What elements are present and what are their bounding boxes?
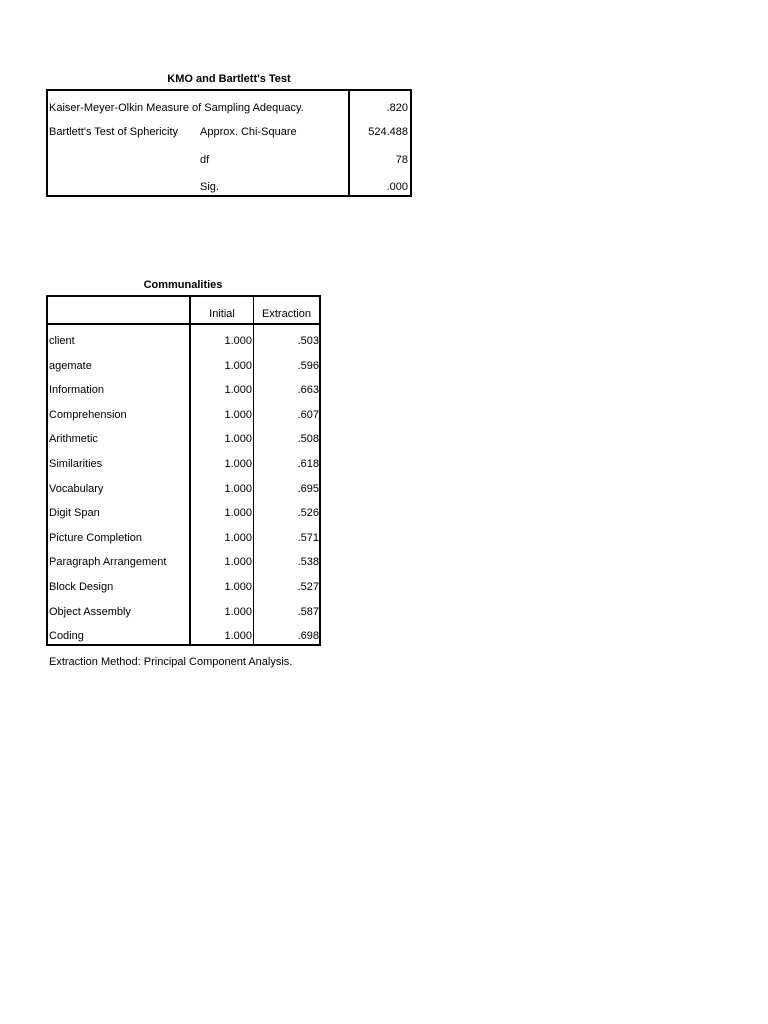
table-row-initial: 1.000 <box>224 409 252 421</box>
table-row-label: Vocabulary <box>49 483 104 495</box>
kmo-value-divider <box>348 91 350 195</box>
chi-square-label: Approx. Chi-Square <box>200 126 297 138</box>
table-row-extraction: .571 <box>297 532 319 544</box>
table-row-extraction: .508 <box>297 433 319 445</box>
table-row-label: Paragraph Arrangement <box>49 556 167 568</box>
table-row-initial: 1.000 <box>224 556 252 568</box>
communalities-table <box>46 295 321 646</box>
table-row-label: Object Assembly <box>49 606 131 618</box>
table-row-initial: 1.000 <box>224 360 252 372</box>
table-row-label: Comprehension <box>49 409 127 421</box>
table-row-extraction: .618 <box>297 458 319 470</box>
table-row-label: Digit Span <box>49 507 100 519</box>
table-row-initial: 1.000 <box>224 507 252 519</box>
table-row-label: agemate <box>49 360 92 372</box>
header-initial: Initial <box>209 308 235 320</box>
header-extraction: Extraction <box>262 308 311 320</box>
table-row-initial: 1.000 <box>224 335 252 347</box>
table-row-initial: 1.000 <box>224 532 252 544</box>
table-row-label: Information <box>49 384 105 396</box>
kmo-row-value: .820 <box>386 102 408 114</box>
df-value: 78 <box>395 154 408 166</box>
table-row-initial: 1.000 <box>224 433 252 445</box>
table-row-extraction: .596 <box>297 360 319 372</box>
table-row-extraction: .587 <box>297 606 319 618</box>
chi-square-value: 524.488 <box>368 126 408 138</box>
table-row-extraction: .663 <box>297 384 319 396</box>
table-row-initial: 1.000 <box>224 606 252 618</box>
kmo-table <box>46 89 412 197</box>
table-row-extraction: .527 <box>297 581 319 593</box>
table-row-label: Coding <box>49 630 84 642</box>
table-row-initial: 1.000 <box>224 458 252 470</box>
table-row-label: Picture Completion <box>49 532 142 544</box>
table-row-extraction: .538 <box>297 556 319 568</box>
sig-value: .000 <box>386 181 408 193</box>
table-row-initial: 1.000 <box>224 581 252 593</box>
table-row-extraction: .503 <box>297 335 319 347</box>
df-label: df <box>200 154 210 166</box>
table-row-extraction: .695 <box>297 483 319 495</box>
table-row-label: client <box>49 335 75 347</box>
header-divider <box>48 323 319 325</box>
communalities-table-title: Communalities <box>143 279 223 291</box>
table-row-label: Similarities <box>49 458 103 470</box>
table-row-label: Arithmetic <box>49 433 98 445</box>
table-row-extraction: .698 <box>297 630 319 642</box>
table-row-extraction: .607 <box>297 409 319 421</box>
table-row-initial: 1.000 <box>224 630 252 642</box>
table-row-initial: 1.000 <box>224 483 252 495</box>
kmo-row-label: Kaiser-Meyer-Olkin Measure of Sampling Adequacy. <box>49 102 304 114</box>
table-row-initial: 1.000 <box>224 384 252 396</box>
table-row-label: Block Design <box>49 581 114 593</box>
extraction-footnote: Extraction Method: Principal Component Analysis. <box>49 656 293 668</box>
sig-label: Sig. <box>200 181 219 193</box>
table-row-extraction: .526 <box>297 507 319 519</box>
kmo-table-title: KMO and Bartlett's Test <box>167 73 291 85</box>
bartlett-row-label: Bartlett's Test of Sphericity <box>49 126 179 138</box>
